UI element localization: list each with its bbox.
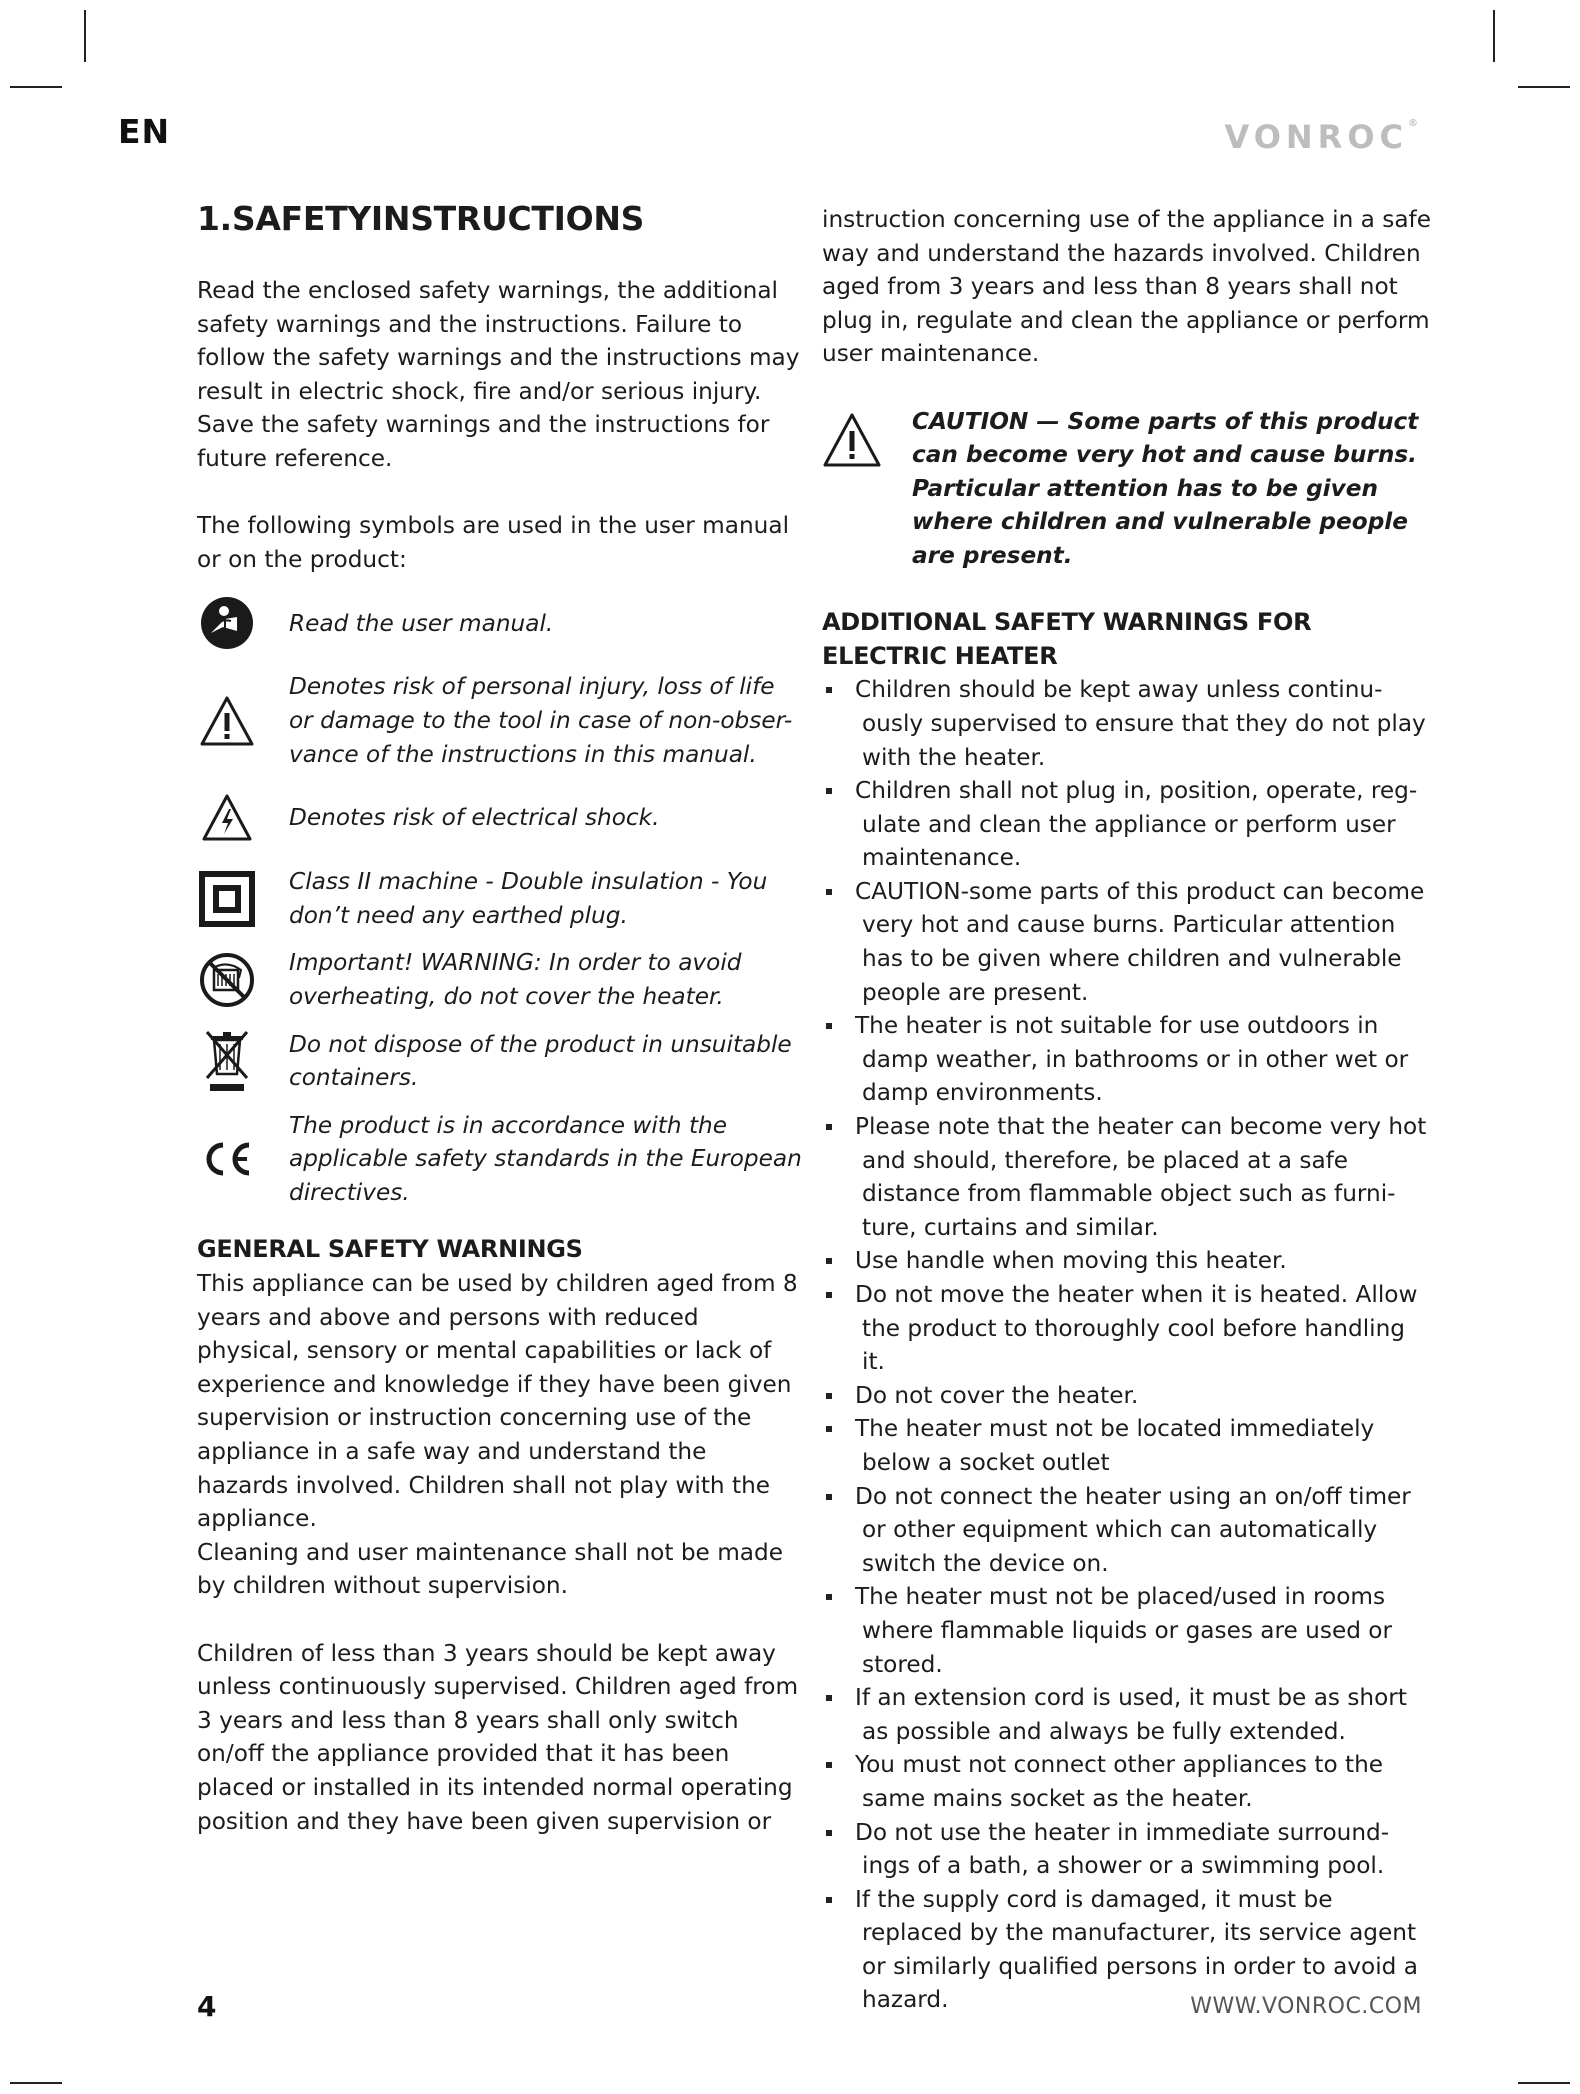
right-column [822, 203, 1432, 2017]
crop-mark-top-right-v [1493, 10, 1495, 62]
symbol-description: Important! WARNING: In order to avoid overheating, do not cover the heater. [289, 949, 742, 1010]
electric-shock-icon [197, 785, 257, 851]
do-not-cover-icon [197, 947, 257, 1013]
intro-paragraph: Read the enclosed safety warnings, the additional safety warnings and the instructions. Failure to follow the safety warnings and the instructions may result in electric shock, fire and/or serious injury. Save the safety warnings and the instructions for future reference. [197, 277, 800, 472]
brand-name: VONROC [1224, 118, 1408, 156]
general-paragraph: Children of less than 3 years should be kept away unless continuously supervised. Children aged from 3 years and less than 8 years shall only switch on/off the appliance provided that it has been placed or installed in its intended normal operating position and they have been given supervision or [197, 1639, 799, 1835]
caution-block [822, 405, 1432, 573]
symbol-description: Denotes risk of electrical shock. [289, 804, 660, 832]
class-ii-icon [197, 866, 257, 932]
symbol-row [197, 946, 802, 1013]
additional-heading-line-2: ELECTRIC HEATER [822, 641, 1058, 670]
page-number: 4 [197, 1990, 217, 2023]
list-item: Use handle when moving this heater. [822, 1244, 1432, 1278]
symbol-row [197, 1109, 802, 1210]
symbol-row [197, 590, 802, 656]
warnings-list [822, 673, 1432, 2017]
general-paragraph: Cleaning and user maintenance shall not be made by children without supervision. [197, 1538, 783, 1600]
list-item: Do not move the heater when it is heated. Allow the product to thoroughly cool before handling it. [822, 1278, 1432, 1379]
left-column [197, 198, 802, 1838]
symbol-description: Read the user manual. [289, 609, 554, 637]
general-paragraph: This appliance can be used by children aged from 8 years and above and persons with reduced physical, sensory or mental capabilities or lack of experience and knowledge if they have been given supervision or instruction concerning use of the appliance in a safe way and understand the hazards involved. Children shall not play with the appliance. [197, 1270, 798, 1533]
symbol-row [197, 1028, 802, 1095]
additional-heading-line-1: ADDITIONAL SAFETY WARNINGS FOR [822, 608, 1312, 637]
list-item: Children shall not plug in, position, operate, reg-ulate and clean the appliance or perform user maintenance. [822, 774, 1432, 875]
list-item: CAUTION-some parts of this product can become very hot and cause burns. Particular attention has to be given where children and vulnerable people are present. [822, 875, 1432, 1009]
page-title: 1.SAFETYINSTRUCTIONS [197, 199, 645, 238]
weee-bin-icon [197, 1028, 257, 1094]
warning-triangle-icon [197, 688, 257, 754]
symbol-row [197, 785, 802, 851]
crop-mark-top-right-h [1518, 86, 1570, 88]
list-item: The heater is not suitable for use outdoors in damp weather, in bathrooms or in other wet or damp environments. [822, 1009, 1432, 1110]
ce-mark-icon [197, 1126, 257, 1192]
website-url: WWW.VONROC.COM [1190, 1994, 1422, 2019]
symbols-intro: The following symbols are used in the user manual or on the product: [197, 512, 790, 573]
symbol-row [197, 865, 802, 932]
symbol-row [197, 670, 802, 771]
brand-logo [1224, 118, 1418, 156]
continuation-paragraph: instruction concerning use of the appliance in a safe way and understand the hazards involved. Children aged from 3 years and less than 8 years shall not plug in, regulate and clean the appliance or perform user maintenance. [822, 206, 1431, 368]
read-manual-icon [197, 590, 257, 656]
list-item: The heater must not be placed/used in rooms where flammable liquids or gases are used or stored. [822, 1580, 1432, 1681]
warning-triangle-icon [822, 411, 882, 479]
list-item: Do not connect the heater using an on/off timer or other equipment which can automatically switch the device on. [822, 1480, 1432, 1581]
list-item: If the supply cord is damaged, it must be replaced by the manufacturer, its service agent or similarly qualified persons in order to avoid a hazard. [822, 1883, 1432, 2017]
list-item: Do not use the heater in immediate surround-ings of a bath, a shower or a swimming pool. [822, 1816, 1432, 1883]
list-item: If an extension cord is used, it must be as short as possible and always be fully extended. [822, 1681, 1432, 1748]
general-safety-heading: GENERAL SAFETY WARNINGS [197, 1235, 583, 1264]
list-item: Children should be kept away unless continu-ously supervised to ensure that they do not play with the heater. [822, 673, 1432, 774]
list-item: Please note that the heater can become very hot and should, therefore, be placed at a safe distance from flammable object such as furni-ture, curtains and similar. [822, 1110, 1432, 1244]
crop-mark-top-left-v [84, 10, 86, 62]
list-item: Do not cover the heater. [822, 1379, 1432, 1413]
list-item: You must not connect other appliances to the same mains socket as the heater. [822, 1748, 1432, 1815]
language-code: EN [118, 112, 171, 151]
crop-mark-top-left-h [10, 86, 62, 88]
list-item: The heater must not be located immediately below a socket outlet [822, 1412, 1432, 1479]
brand-registered-mark: ® [1408, 118, 1418, 129]
symbol-description: Denotes risk of personal injury, loss of life or damage to the tool in case of non-obser-vance of the instructions in this manual. [289, 673, 793, 768]
symbol-description: Do not dispose of the product in unsuitable containers. [289, 1030, 792, 1092]
symbol-description: The product is in accordance with the applicable safety standards in the European directives. [289, 1111, 802, 1206]
symbol-description: Class II machine - Double insulation - You don’t need any earthed plug. [289, 868, 768, 929]
crop-mark-bottom-left-h [10, 2082, 62, 2084]
caution-text: CAUTION — Some parts of this product can become very hot and cause burns. Particular attention has to be given where children and vulnerable people are present. [912, 407, 1419, 569]
crop-mark-bottom-right-h [1518, 2082, 1570, 2084]
